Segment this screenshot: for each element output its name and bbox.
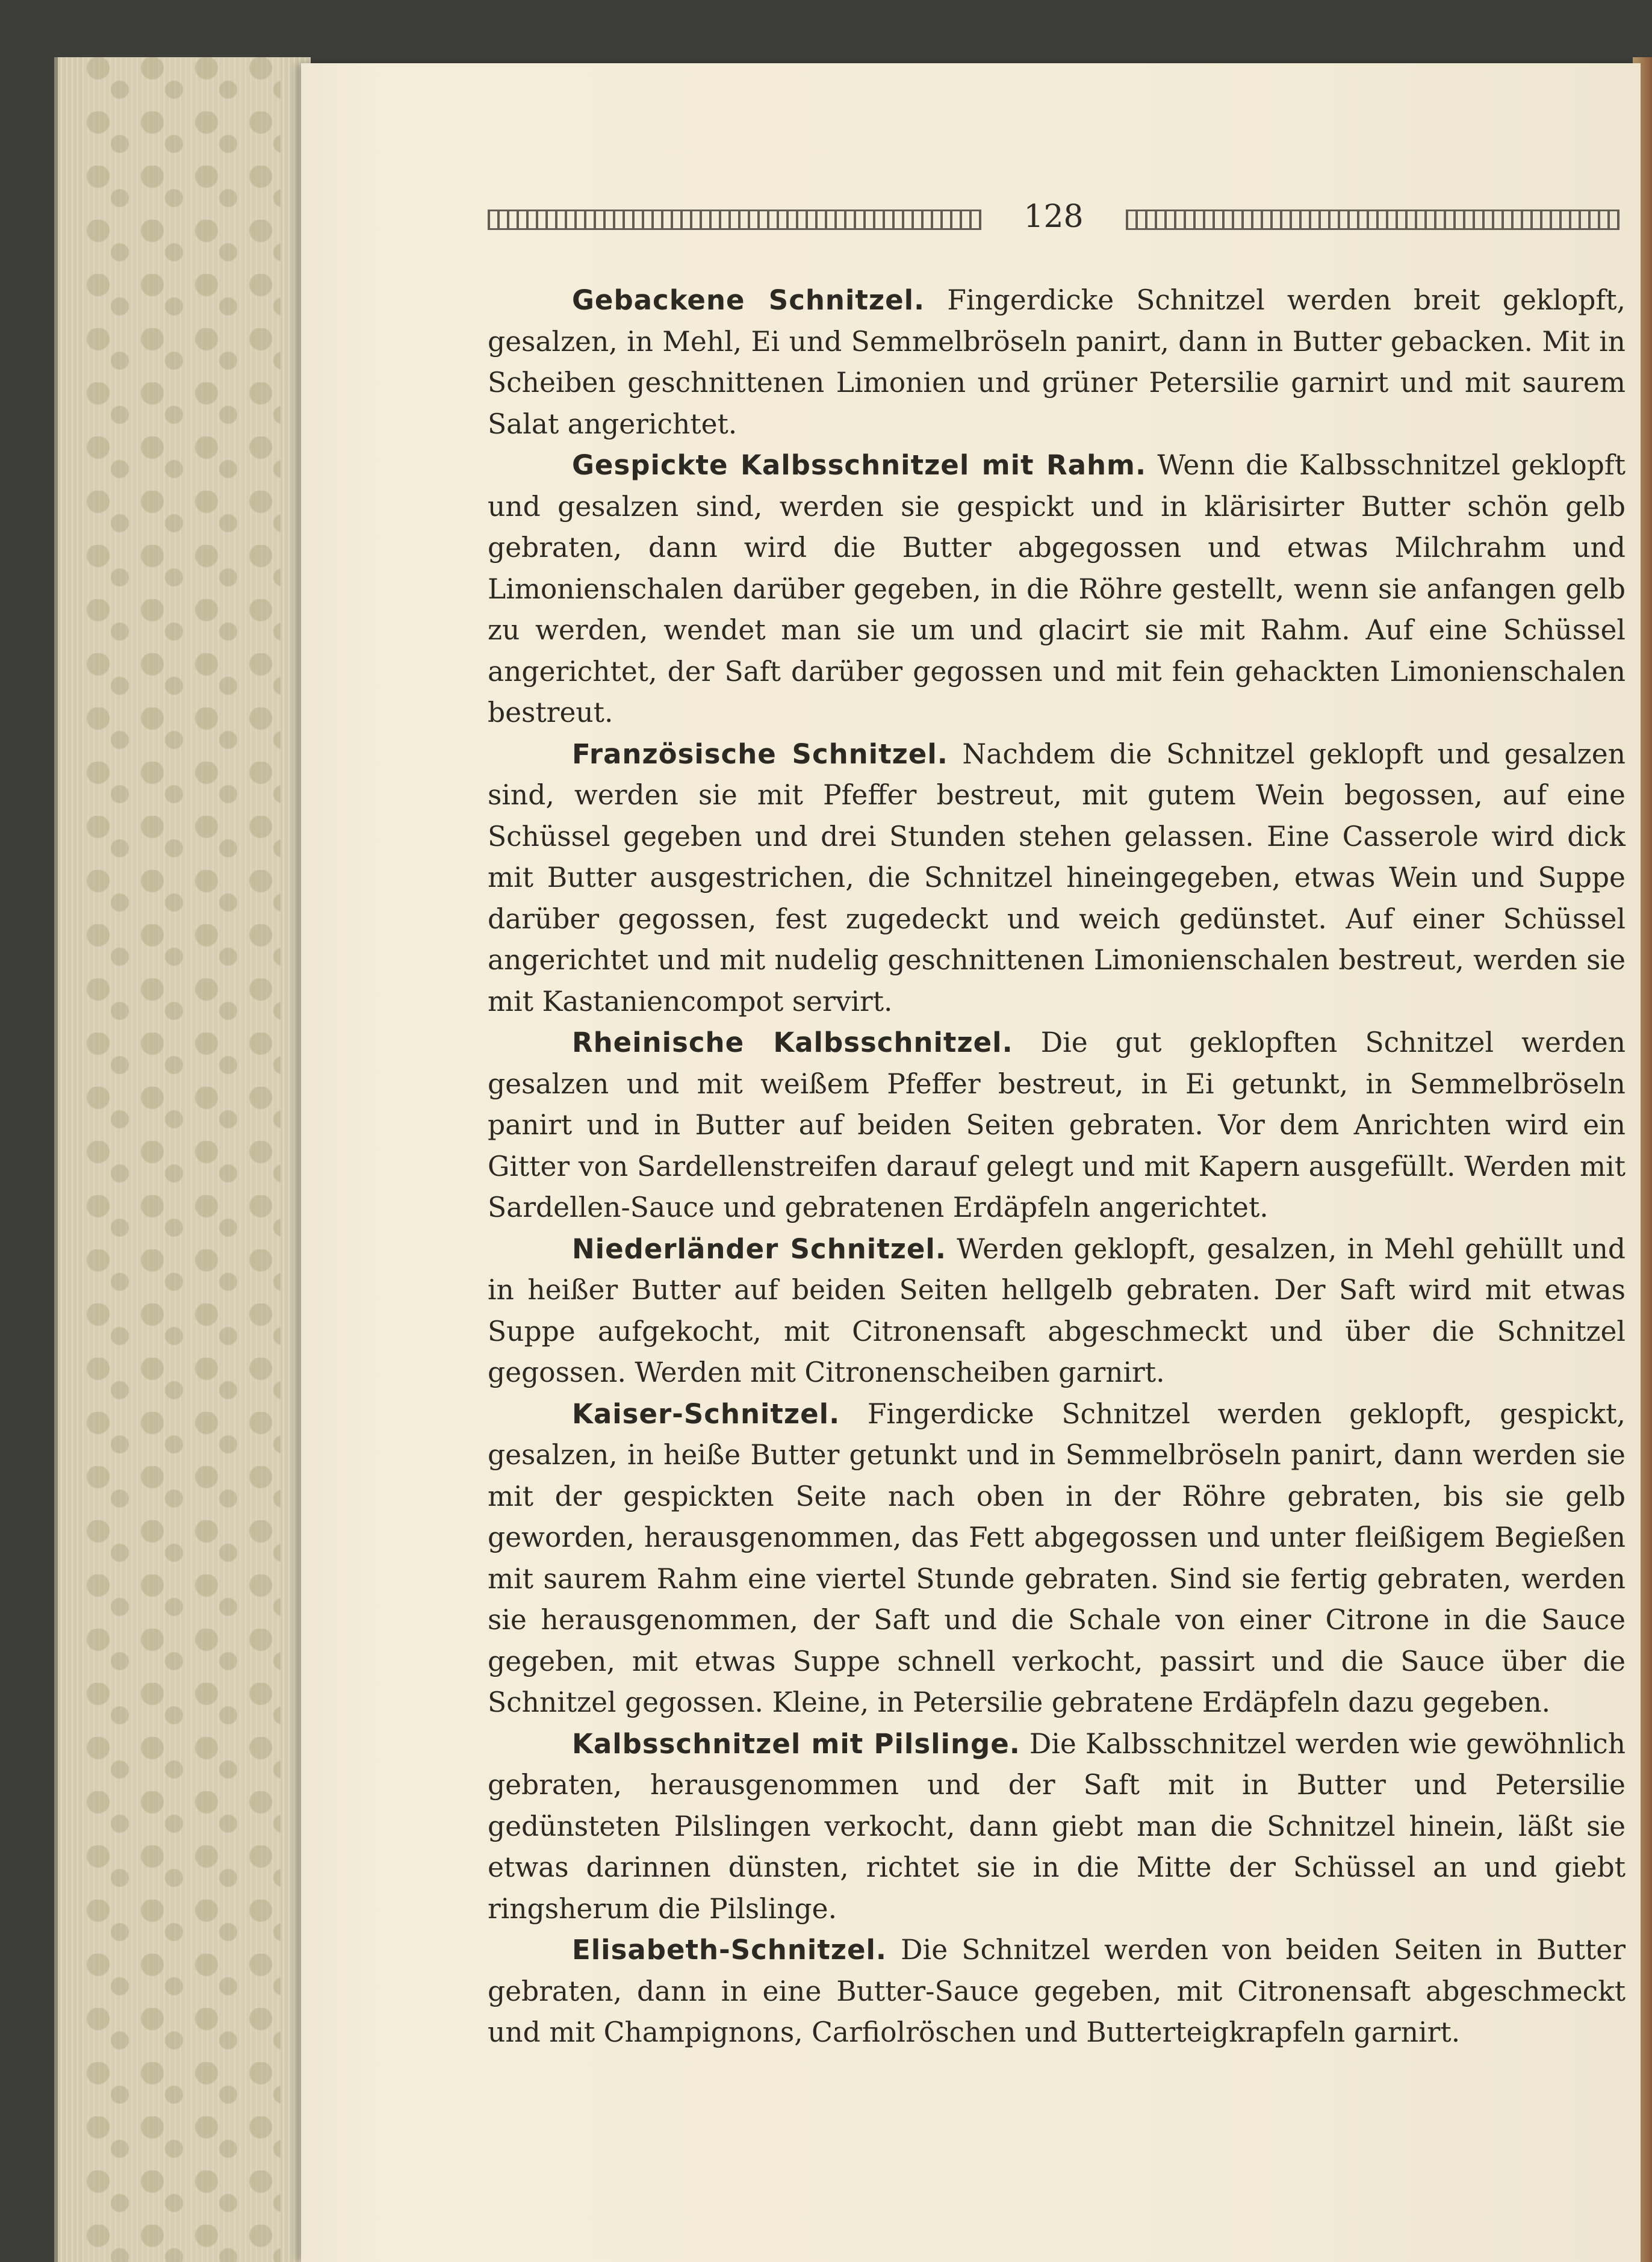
recipe-title: Kalbsschnitzel mit Pilslinge. bbox=[572, 1727, 1020, 1760]
recipe-text: Die Schnitzel werden von beiden Seiten in Butter gebraten, dann in eine Butter-Sauce gegeben, mit Citronensaft abgeschmeckt und mit Champignons, Carfiolröschen und Butterteigkrapfeln garnirt. bbox=[488, 1934, 1626, 2048]
recipe-text-block bbox=[488, 280, 1626, 2054]
recipe-text: Werden geklopft, gesalzen, in Mehl gehüllt und in heißer Butter auf beiden Seiten hellgelb gebraten. Der Saft wird mit etwas Suppe aufgekocht, mit Citronensaft abgeschmeckt und über die Schnitzel gegossen. Werden mit Citronenscheiben garnirt. bbox=[488, 1232, 1626, 1388]
recipe-text: Die gut geklopften Schnitzel werden gesalzen und mit weißem Pfeffer bestreut, in Ei getunkt, in Semmelbröseln panirt und in Butter auf beiden Seiten gebraten. Vor dem Anrichten wird ein Gitter von Sardellenstreifen darauf gelegt und mit Kapern ausgefüllt. Werden mit Sardellen-Sauce und gebratenen Erdäpfeln angerichtet. bbox=[488, 1027, 1626, 1223]
recipe-title: Französische Schnitzel. bbox=[572, 738, 948, 770]
recipe-text: Fingerdicke Schnitzel werden geklopft, gespickt, gesalzen, in heiße Butter getunkt und in Semmelbröseln panirt, dann werden sie mit der gespickten Seite nach oben in der Röhre gebraten, bis sie gelb geworden, herausgenommen, das Fett abgegossen und unter fleißigem Begießen mit saurem Rahm eine viertel Stunde gebraten. Sind sie fertig gebraten, werden sie herausgenommen, der Saft und die Schale von einer Citrone in die Sauce gegeben, mit etwas Suppe schnell verkocht, passirt und die Sauce über die Schnitzel gegossen. Kleine, in Petersilie gebratene Erdäpfeln dazu gegeben. bbox=[488, 1397, 1626, 1718]
recipe-title: Rheinische Kalbsschnitzel. bbox=[572, 1027, 1013, 1058]
recipe-title: Gebackene Schnitzel. bbox=[572, 284, 925, 316]
header-ornament-left bbox=[488, 210, 981, 230]
page-header bbox=[488, 199, 1619, 235]
page-number: 128 bbox=[1023, 199, 1084, 235]
recipe-title: Gespickte Kalbsschnitzel mit Rahm. bbox=[572, 449, 1147, 481]
recipe-kaiser-schnitzel bbox=[488, 1394, 1626, 1724]
recipe-gebackene-schnitzel bbox=[488, 280, 1626, 445]
recipe-franzoesische-schnitzel bbox=[488, 734, 1626, 1023]
book-page-edges bbox=[54, 57, 311, 2262]
recipe-rheinische-kalbsschnitzel bbox=[488, 1022, 1626, 1229]
recipe-elisabeth-schnitzel bbox=[488, 1930, 1626, 2054]
recipe-gespickte-kalbsschnitzel bbox=[488, 445, 1626, 734]
recipe-text: Fingerdicke Schnitzel werden breit geklopft, gesalzen, in Mehl, Ei und Semmelbröseln panirt, dann in Butter gebacken. Mit in Scheiben geschnittenen Limonien und grüner Petersilie garnirt und mit saurem Salat angerichtet. bbox=[488, 284, 1626, 440]
recipe-title: Kaiser-Schnitzel. bbox=[572, 1397, 840, 1430]
recipe-title: Elisabeth-Schnitzel. bbox=[572, 1934, 887, 1966]
recipe-text: Nachdem die Schnitzel geklopft und gesalzen sind, werden sie mit Pfeffer bestreut, mit gutem Wein begossen, auf eine Schüssel gegeben und drei Stunden stehen gelassen. Eine Casserole wird dick mit Butter ausgestrichen, die Schnitzel hineingegeben, etwas Wein und Suppe darüber gegossen, fest zugedeckt und weich gedünstet. Auf einer Schüssel angerichtet und mit nudelig geschnittenen Limonienschalen bestreut, werden sie mit Kastaniencompot servirt. bbox=[488, 738, 1626, 1018]
header-ornament-right bbox=[1126, 210, 1619, 230]
recipe-kalbsschnitzel-pilslinge bbox=[488, 1724, 1626, 1930]
recipe-niederlaender-schnitzel bbox=[488, 1229, 1626, 1394]
recipe-text: Die Kalbsschnitzel werden wie gewöhnlich gebraten, herausgenommen und der Saft mit in Butter und Petersilie gedünsteten Pilslingen verkocht, dann giebt man die Schnitzel hinein, läßt sie etwas darinnen dünsten, richtet sie in die Mitte der Schüssel an und giebt ringsherum die Pilslinge. bbox=[488, 1727, 1626, 1925]
recipe-text: Wenn die Kalbsschnitzel geklopft und gesalzen sind, werden sie gespickt und in klärisirter Butter schön gelb gebraten, dann wird die Butter abgegossen und etwas Milchrahm und Limonienschalen darüber gegeben, in die Röhre gestellt, wenn sie anfangen gelb zu werden, wendet man sie um und glacirt sie mit Rahm. Auf eine Schüssel angerichtet, der Saft darüber gegossen und mit fein gehackten Limonienschalen bestreut. bbox=[488, 449, 1626, 729]
recipe-title: Niederländer Schnitzel. bbox=[572, 1232, 946, 1265]
